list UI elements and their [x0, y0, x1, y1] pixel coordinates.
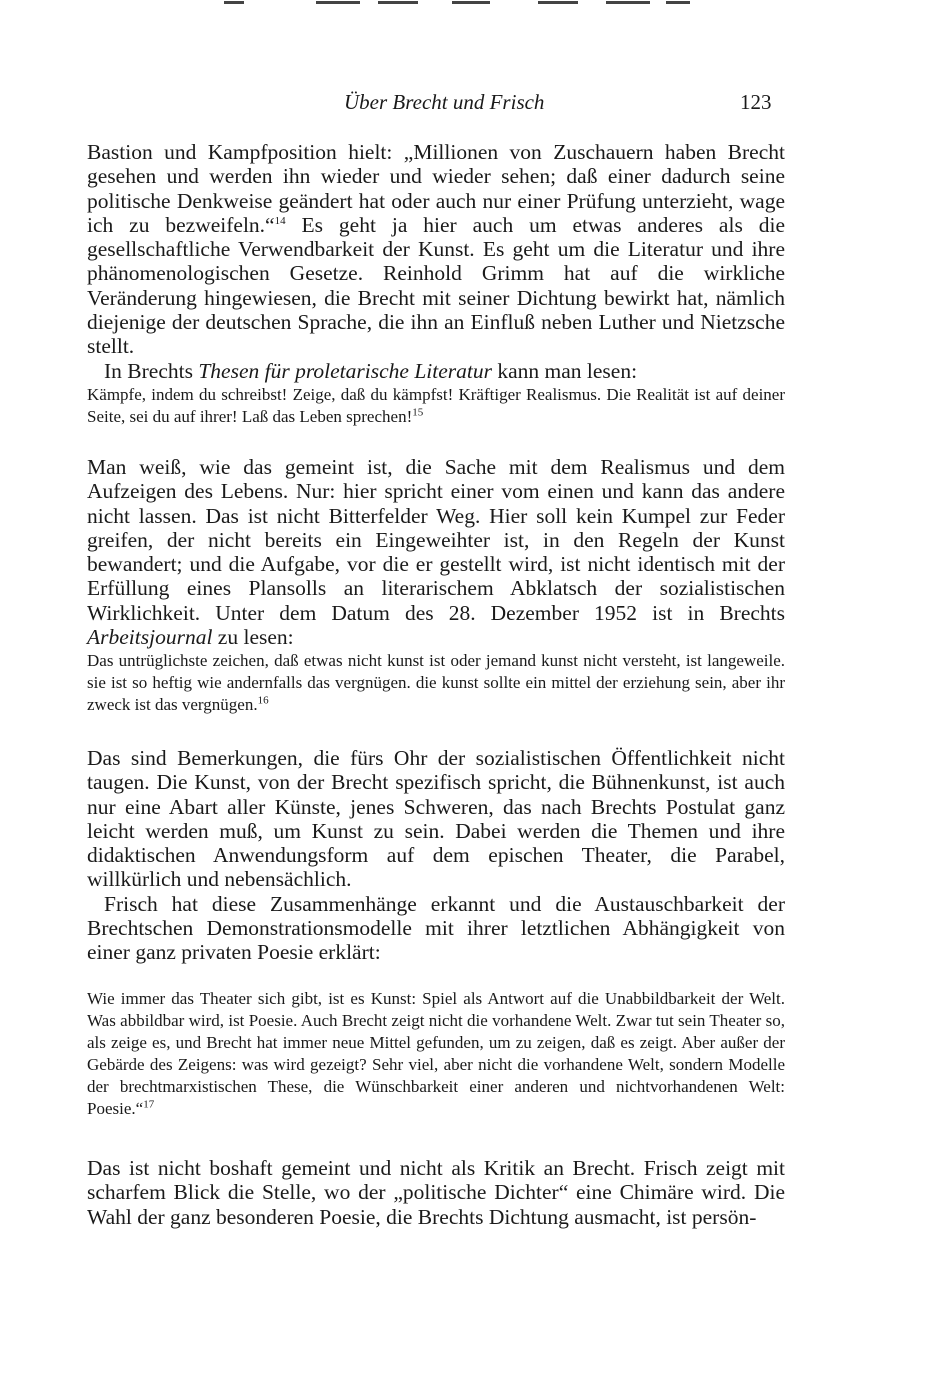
running-header [0, 90, 935, 120]
footnote-ref-14: 14 [274, 214, 286, 227]
scan-edge-marks [0, 0, 935, 6]
footnote-ref-17: 17 [143, 1098, 155, 1111]
paragraph-4: Das sind Bemerkungen, die fürs Ohr der sozialistischen Öffentlichkeit nicht taugen. Die Kunst, von der Brecht spezifisch spricht, die Bühnenkunst, ist auch nur eine Abart aller Künste, jenes Schweren, das nach Brechts Postulat ganz leicht werden muß, um Kunst zu sein. Dabei werden die Themen und ihre didaktischen Anwendungsform auf dem epischen Theater, die Parabel, willkürlich und nebensächlich. [87, 746, 785, 892]
body-block-4 [87, 1156, 785, 1229]
footnote-ref-15: 15 [412, 406, 424, 419]
body-block-3 [87, 746, 785, 965]
work-title-thesen: Thesen für proletarische Literatur [198, 358, 492, 383]
footnote-ref-16: 16 [257, 694, 269, 707]
quote-1-text [87, 384, 785, 428]
paragraph-3-text-after: zu lesen: [212, 625, 294, 650]
page-number: 123 [740, 90, 772, 114]
paragraph-1-text-after: Es geht ja hier auch um etwas anderes als die gesellschaftliche Verwendbarkeit der Kunst. Es geht um die Literatur und ihre phänomenologischen Gesetze. Reinhold Grimm hat auf die wirkliche Veränderung hingewiesen, die Brecht mit seiner Dichtung bewirkt hat, nämlich diejenige der deutschen Sprache, die ihn an Einfluß neben Luther und Nietzsche stellt. [87, 212, 785, 359]
body-block-1 [87, 140, 785, 383]
quote-3-text [87, 988, 785, 1120]
paragraph-3 [87, 455, 785, 649]
paragraph-2-text-before: In Brechts [104, 358, 199, 383]
body-block-2 [87, 455, 785, 649]
work-title-arbeitsjournal: Arbeitsjournal [87, 625, 213, 650]
paragraph-2-text-after: kann man lesen: [491, 358, 638, 383]
paragraph-1-text: Bastion und Kampfposition hielt: „Millionen von Zuschauern haben Brecht gesehen und werden ihn wieder und wieder sehen; daß einer dadurch seine politische Denkweise geändert hat oder auch nur einer Prüfung unterzieht, wage ich zu bezweifeln.“ [87, 140, 785, 237]
paragraph-2 [87, 359, 785, 383]
quote-3-body: Wie immer das Theater sich gibt, ist es Kunst: Spiel als Antwort auf die Unabbildbarkeit der Welt. Was abbildbar wird, ist Poesie. Auch Brecht zeigt nicht die vorhandene Welt. Zwar tut sein Theater so, als zeige es, und Brecht hat immer neue Mittel gefunden, um zu zeigen, daß es zeigt. Aber außer der Gebärde des Zeigens: was wird gezeigt? Sehr viel, aber nicht die vorhandene Welt, sondern Modelle der brechtmarxistischen These, die Wünschbarkeit einer anderen und nichtvorhandenen Welt: Poesie.“ [87, 989, 785, 1118]
paragraph-5: Frisch hat diese Zusammenhänge erkannt und die Austauschbarkeit der Brechtschen Demonstrationsmodelle mit ihrer letztlichen Abhängigkeit von einer ganz privaten Poesie erklärt: [87, 891, 785, 965]
paragraph-3-text: Man weiß, wie das gemeint ist, die Sache mit dem Realismus und dem Aufzeigen des Lebens. Nur: hier spricht einer vom einen und kann das andere nicht lassen. Das ist nicht Bitterfelder Weg. Hier soll kein Kumpel zur Feder greifen, der nicht bereits ein Eingeweihter ist, in den Regeln der Kunst bewandert; und die Aufgabe, vor die er gestellt wird, ist nicht identisch mit der Erfüllung eines Plansolls an literarischem Abklatsch der sozialistischen Wirklichkeit. Unter dem Datum des 28. Dezember 1952 ist in Brechts [87, 455, 785, 625]
quote-1-body: Kämpfe, indem du schreibst! Zeige, daß du kämpfst! Kräftiger Realismus. Die Realität ist auf deiner Seite, sei du auf ihrer! Laß das Leben sprechen! [87, 385, 785, 426]
block-quote-2 [87, 650, 785, 716]
running-title: Über Brecht und Frisch [344, 90, 545, 114]
block-quote-1 [87, 384, 785, 428]
paragraph-6: Das ist nicht boshaft gemeint und nicht als Kritik an Brecht. Frisch zeigt mit scharfem Blick die Stelle, wo der „politische Dichter“ eine Chimäre wird. Die Wahl der ganz besonderen Poesie, die Brechts Dichtung ausmacht, ist persön- [87, 1156, 785, 1229]
block-quote-3 [87, 988, 785, 1120]
quote-2-body: Das untrüglichste zeichen, daß etwas nicht kunst ist oder jemand kunst nicht versteht, ist langeweile. sie ist so heftig wie andernfalls das vergnügen. die kunst sollte ein mittel der erziehung sein, aber ihr zweck ist das vergnügen. [87, 651, 785, 714]
quote-2-text [87, 650, 785, 716]
paragraph-1 [87, 140, 785, 359]
